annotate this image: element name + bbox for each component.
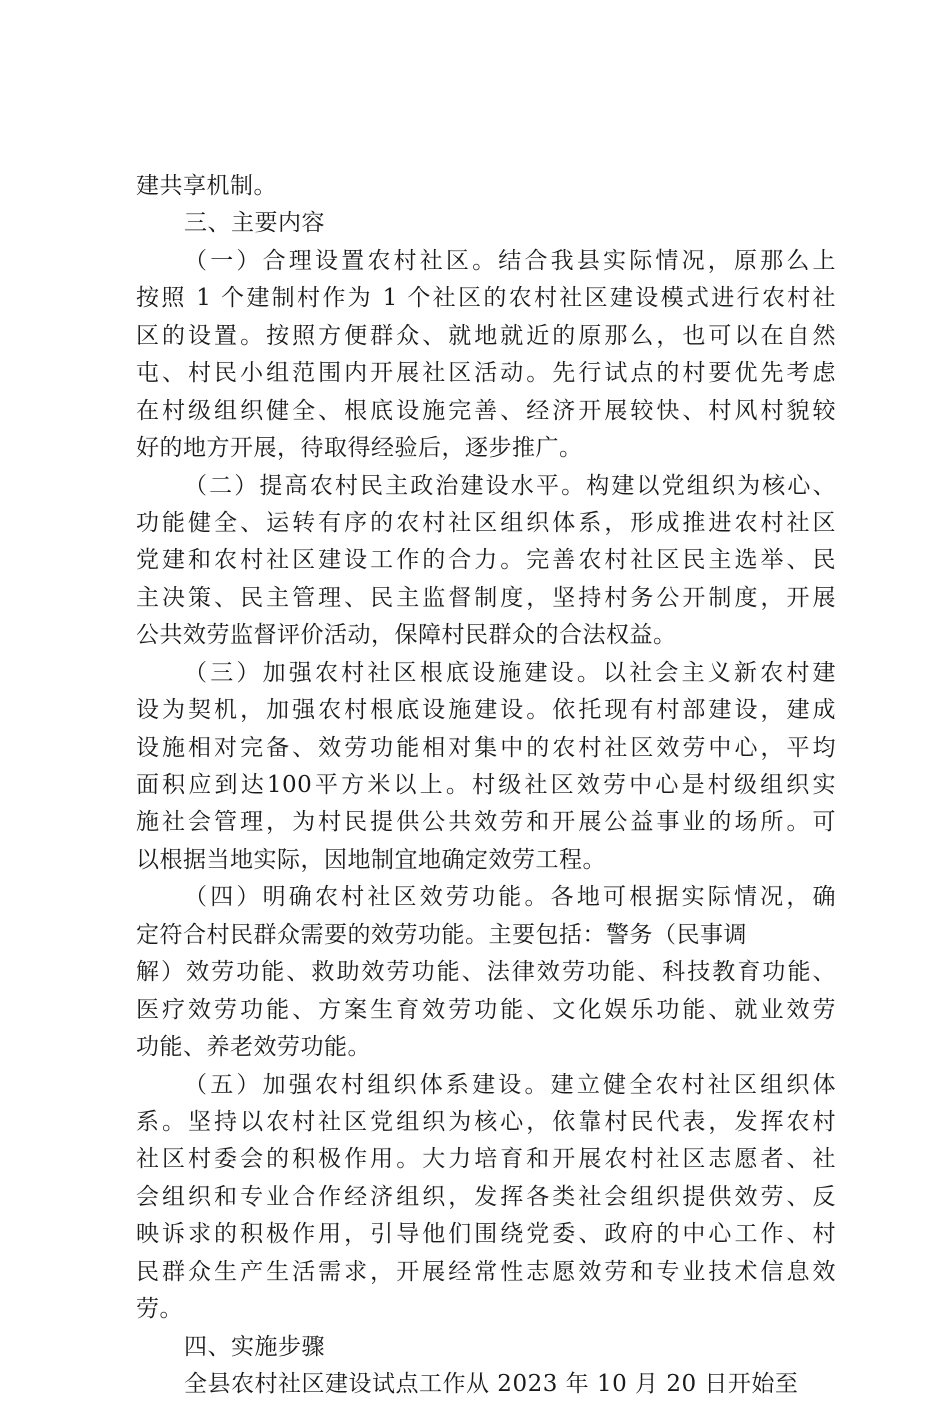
section-heading: 三、主要内容: [184, 210, 325, 237]
text-line: 解）效劳功能、救助效劳功能、法律效劳功能、科技教育功能、: [136, 959, 836, 986]
text-line: 面积应到达100平方米以上。村级社区效劳中心是村级组织实: [136, 772, 836, 798]
text-line: 定符合村民群众需要的效劳功能。主要包括：警务（民事调: [136, 921, 747, 948]
body-text: [136, 168, 836, 1403]
text-line: 全县农村社区建设试点工作从 2023 年 10 月 20 日开始至: [184, 1371, 799, 1397]
section-heading: 四、实施步骤: [184, 1333, 325, 1360]
text-line: 功能健全、运转有序的农村社区组织体系，形成推进农村社区: [136, 509, 836, 536]
text-line: 映诉求的积极作用，引导他们围绕党委、政府的中心工作、村: [136, 1221, 836, 1248]
text-line: （五）加强农村组织体系建设。建立健全农村社区组织体: [184, 1071, 836, 1098]
text-line: 施社会管理，为村民提供公共效劳和开展公益事业的场所。可: [136, 809, 836, 836]
text-line: 系。坚持以农村社区党组织为核心，依靠村民代表，发挥农村: [136, 1108, 836, 1135]
text-line: （四）明确农村社区效劳功能。各地可根据实际情况，确: [184, 884, 836, 911]
text-line: 好的地方开展，待取得经验后，逐步推广。: [136, 435, 583, 462]
text-line: 民群众生产生活需求，开展经常性志愿效劳和专业技术信息效: [136, 1258, 836, 1285]
text-line: 以根据当地实际，因地制宜地确定效劳工程。: [136, 846, 606, 873]
text-line: 主决策、民主管理、民主监督制度，坚持村务公开制度，开展: [136, 584, 836, 611]
text-line: 屯、村民小组范围内开展社区活动。先行试点的村要优先考虑: [136, 360, 836, 387]
text-line: 社区村委会的积极作用。大力培育和开展农村社区志愿者、社: [136, 1146, 836, 1173]
text-line: 医疗效劳功能、方案生育效劳功能、文化娱乐功能、就业效劳: [136, 996, 836, 1023]
text-line: 会组织和专业合作经济组织，发挥各类社会组织提供效劳、反: [136, 1183, 836, 1210]
text-line: 在村级组织健全、根底设施完善、经济开展较快、村风村貌较: [136, 397, 836, 424]
text-line: 设为契机，加强农村根底设施建设。依托现有村部建设，建成: [136, 697, 836, 724]
text-line: （三）加强农村社区根底设施建设。以社会主义新农村建: [184, 659, 836, 686]
text-line: 劳。: [136, 1296, 183, 1323]
text-line: 建共享机制。: [136, 173, 277, 199]
text-line: 党建和农村社区建设工作的合力。完善农村社区民主选举、民: [136, 547, 836, 574]
text-line: 公共效劳监督评价活动，保障村民群众的合法权益。: [136, 622, 677, 649]
text-line: 按照 1 个建制村作为 1 个社区的农村社区建设模式进行农村社: [136, 285, 836, 312]
text-line: 功能、养老效劳功能。: [136, 1034, 371, 1061]
text-line: （一）合理设置农村社区。结合我县实际情况，原那么上: [184, 247, 836, 274]
text-line: 区的设置。按照方便群众、就地就近的原那么，也可以在自然: [136, 322, 836, 349]
text-line: 设施相对完备、效劳功能相对集中的农村社区效劳中心，平均: [136, 734, 836, 761]
text-line: （二）提高农村民主政治建设水平。构建以党组织为核心、: [184, 472, 836, 499]
